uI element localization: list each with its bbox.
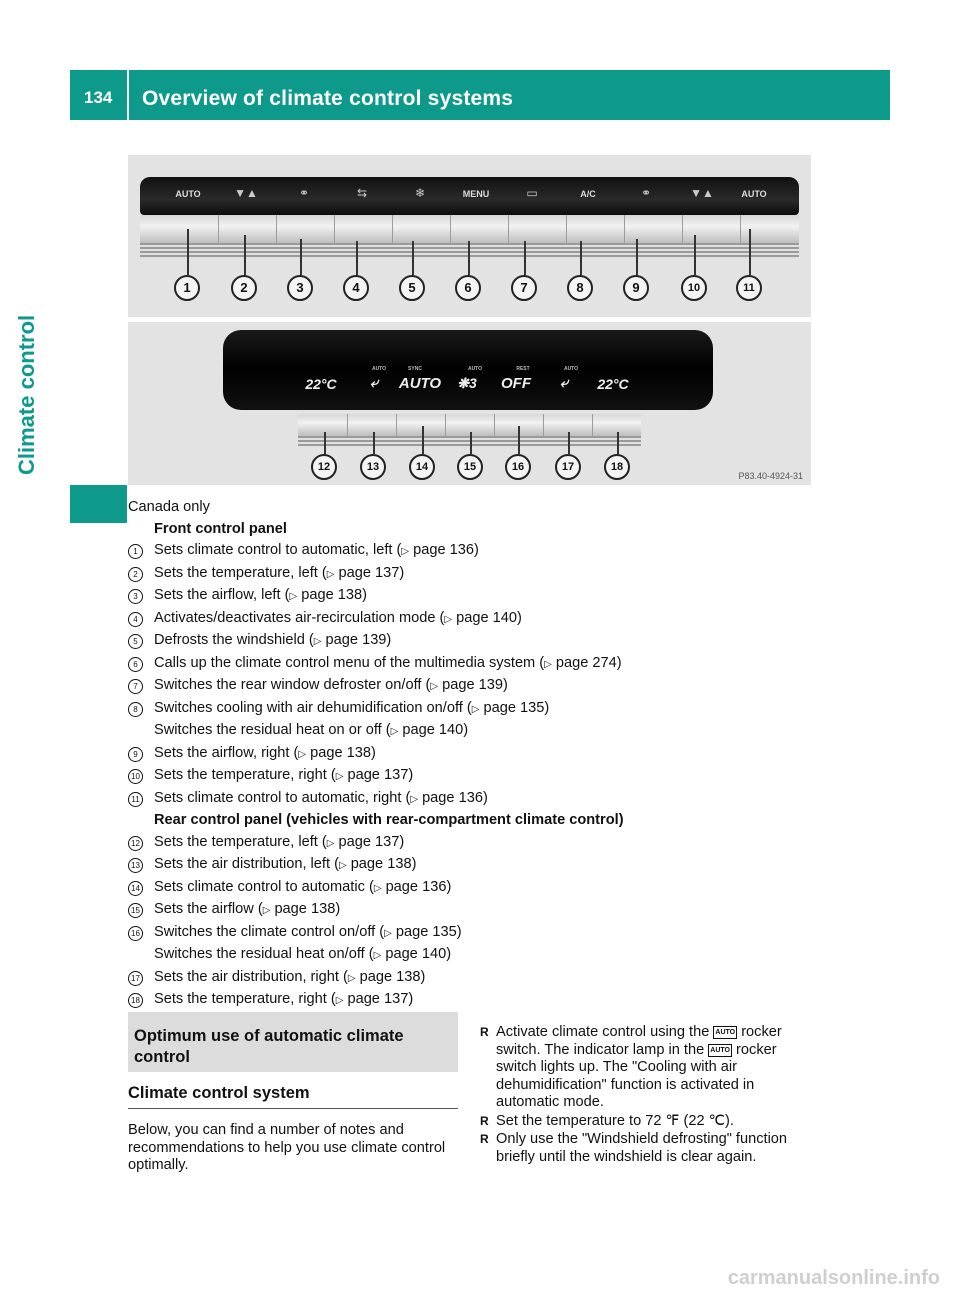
legend-item-text: Switches the residual heat on/off ( bbox=[154, 946, 374, 962]
legend-front-heading: Front control panel bbox=[154, 520, 287, 537]
page-ref-arrow-icon: ▷ bbox=[335, 995, 344, 1006]
legend-item-number: 12 bbox=[128, 836, 143, 851]
legend-item-text: Sets the temperature, right ( bbox=[154, 767, 336, 783]
legend-item bbox=[128, 944, 828, 967]
callout-5: 5 bbox=[399, 275, 425, 301]
legend-item-text: Switches cooling with air dehumidification on/off ( bbox=[154, 699, 472, 716]
callout-9: 9 bbox=[623, 275, 649, 301]
legend-item-text: Sets the temperature, left ( bbox=[154, 833, 327, 850]
legend-item-number: 2 bbox=[128, 567, 143, 582]
legend-item-number: 10 bbox=[128, 769, 143, 784]
legend-item bbox=[128, 675, 828, 698]
rear-small-sync: SYNC bbox=[408, 366, 422, 372]
callout-3: 3 bbox=[287, 275, 313, 301]
legend-item-text: Activates/deactivates air-recirculation mode ( bbox=[154, 609, 445, 626]
page-number: 134 bbox=[84, 88, 113, 107]
page-ref-arrow-icon: ▷ bbox=[262, 905, 271, 916]
bullet-marker: R bbox=[480, 1132, 489, 1146]
page-ref-arrow-icon: ▷ bbox=[298, 748, 307, 760]
windshield-defrost-icon: ❄ bbox=[414, 186, 426, 200]
header-divider bbox=[127, 70, 129, 120]
legend-item bbox=[128, 540, 828, 563]
bullet-marker: R bbox=[480, 1113, 489, 1128]
legend-rear-list bbox=[128, 832, 828, 1012]
front-label-temp-left: ▼▲ bbox=[234, 186, 258, 200]
page-ref-link[interactable]: page 138) bbox=[346, 856, 417, 872]
legend-item bbox=[128, 698, 828, 721]
rear-temp-left: 22°C bbox=[305, 376, 337, 392]
page-ref-link[interactable]: page 136) bbox=[409, 542, 479, 558]
bullet-list bbox=[480, 1024, 820, 1167]
legend-item bbox=[128, 922, 828, 945]
page-ref-arrow-icon: ▷ bbox=[313, 636, 322, 647]
page-ref-link[interactable]: page 137) bbox=[334, 564, 405, 581]
legend-item-number: 5 bbox=[128, 634, 143, 649]
callout-1: 1 bbox=[174, 275, 200, 301]
section-title: Optimum use of automatic climate control bbox=[134, 1027, 404, 1066]
page-ref-link[interactable]: page 138) bbox=[270, 901, 341, 917]
page-ref-arrow-icon: ▷ bbox=[326, 568, 335, 580]
auto-button-icon: AUTO bbox=[708, 1044, 732, 1057]
callout-12: 12 bbox=[311, 454, 337, 480]
rear-small-rest: REST bbox=[516, 366, 530, 372]
page-ref-link[interactable]: page 137) bbox=[343, 991, 414, 1007]
legend-item-number: 9 bbox=[128, 747, 143, 762]
page-ref-arrow-icon: ▷ bbox=[410, 793, 419, 805]
legend-item-text: Sets climate control to automatic, right ( bbox=[154, 789, 411, 806]
legend-rear-heading: Rear control panel (vehicles with rear-compartment climate control) bbox=[154, 812, 624, 828]
auto-button-icon: AUTO bbox=[713, 1026, 737, 1039]
legend-item bbox=[128, 653, 828, 676]
rear-small-auto-3: AUTO bbox=[563, 366, 579, 372]
legend-item bbox=[128, 877, 828, 900]
page-ref-link[interactable]: page 137) bbox=[334, 833, 405, 850]
legend-item-number: 4 bbox=[128, 612, 143, 627]
callout-11: 11 bbox=[736, 275, 762, 301]
bullet-item: R Set the temperature to 72 ℉ (22 ℃). bbox=[480, 1112, 734, 1129]
legend-item-number: 1 bbox=[128, 544, 143, 559]
legend-item-number: 13 bbox=[128, 858, 143, 873]
rear-defrost-icon: ▭ bbox=[526, 186, 538, 200]
rear-temp-right: 22°C bbox=[597, 376, 629, 392]
legend-item-number: 15 bbox=[128, 903, 143, 918]
bullet-item: R Only use the "Windshield defrosting" function briefly until the windshield is clear again. bbox=[480, 1131, 788, 1165]
page-ref-link[interactable]: page 137) bbox=[343, 767, 414, 783]
front-label-ac: A/C bbox=[580, 189, 596, 199]
legend-item bbox=[128, 989, 828, 1012]
front-label-menu: MENU bbox=[462, 189, 490, 199]
legend-item-number: 18 bbox=[128, 993, 143, 1008]
intro-paragraph: Below, you can find a number of notes and recommendations to help you use climate control optimally. bbox=[128, 1122, 446, 1173]
rear-control-panel-illustration bbox=[128, 322, 811, 485]
page-ref-arrow-icon: ▷ bbox=[544, 658, 552, 670]
legend-item-text: Defrosts the windshield ( bbox=[154, 632, 314, 648]
legend-item-text: Sets the airflow ( bbox=[154, 901, 263, 917]
page-ref-arrow-icon: ▷ bbox=[347, 972, 356, 984]
image-code: P83.40-4924-31 bbox=[738, 471, 803, 481]
legend-item bbox=[128, 854, 828, 877]
page-ref-arrow-icon: ▷ bbox=[444, 613, 453, 625]
legend-item-number: 7 bbox=[128, 679, 143, 694]
airflow-left-icon: ⤶ bbox=[370, 374, 378, 390]
page-ref-arrow-icon: ▷ bbox=[373, 950, 382, 961]
watermark: carmanualsonline.info bbox=[727, 1267, 940, 1289]
page-ref-arrow-icon: ▷ bbox=[326, 837, 335, 849]
page-ref-arrow-icon: ▷ bbox=[373, 882, 382, 894]
legend-item bbox=[128, 899, 828, 922]
legend bbox=[128, 497, 828, 1012]
legend-item-text: Sets climate control to automatic, left ( bbox=[154, 542, 402, 558]
fan-level-icon: ❋3 bbox=[457, 375, 477, 391]
fan-icon: ⚭ bbox=[298, 186, 310, 200]
legend-item-number: 3 bbox=[128, 589, 143, 604]
page-ref-arrow-icon: ▷ bbox=[430, 681, 439, 692]
rear-small-auto-1: AUTO bbox=[371, 366, 387, 372]
front-label-auto-left: AUTO bbox=[175, 189, 201, 199]
legend-item-text: Sets the airflow, left ( bbox=[154, 587, 290, 603]
page-ref-link[interactable]: page 140) bbox=[452, 609, 522, 626]
front-rocker-switches bbox=[140, 215, 799, 243]
legend-item bbox=[128, 743, 828, 766]
bullet-marker: R bbox=[480, 1025, 489, 1039]
page-ref-link[interactable]: page 136) bbox=[418, 789, 488, 806]
legend-item bbox=[128, 765, 828, 788]
rear-off: OFF bbox=[501, 375, 531, 392]
page-ref-arrow-icon: ▷ bbox=[338, 860, 347, 871]
callout-18: 18 bbox=[604, 454, 630, 480]
recirculation-icon: ⇆ bbox=[356, 186, 368, 200]
page-ref-link[interactable]: page 140) bbox=[398, 722, 469, 738]
chapter-tab-label: Climate control bbox=[14, 314, 39, 475]
callout-16: 16 bbox=[505, 454, 531, 480]
callout-15: 15 bbox=[457, 454, 483, 480]
legend-item bbox=[128, 967, 828, 990]
legend-item bbox=[128, 563, 828, 586]
callout-2: 2 bbox=[231, 275, 257, 301]
legend-item bbox=[128, 832, 828, 855]
callout-7: 7 bbox=[511, 275, 537, 301]
airflow-right-icon: ⤶ bbox=[560, 374, 568, 390]
legend-item-text: Sets the air distribution, left ( bbox=[154, 856, 339, 872]
legend-item bbox=[128, 630, 828, 653]
page-title: Overview of climate control systems bbox=[142, 87, 514, 110]
legend-item bbox=[128, 608, 828, 631]
chapter-tab-marker bbox=[70, 485, 127, 523]
callout-17: 17 bbox=[555, 454, 581, 480]
fan-icon: ⚭ bbox=[640, 186, 652, 200]
legend-item bbox=[128, 720, 828, 743]
page-ref-link[interactable]: page 138) bbox=[306, 744, 376, 761]
legend-front-list bbox=[128, 540, 828, 810]
page-header bbox=[70, 70, 890, 120]
page-ref-link[interactable]: page 135) bbox=[479, 699, 550, 716]
legend-item bbox=[128, 585, 828, 608]
legend-item-text: Switches the rear window defroster on/off ( bbox=[154, 677, 431, 693]
rear-small-auto-2: AUTO bbox=[467, 366, 483, 372]
legend-item-number: 8 bbox=[128, 702, 143, 717]
legend-item-text: Calls up the climate control menu of the multimedia system ( bbox=[154, 654, 545, 671]
rear-auto: AUTO bbox=[398, 375, 442, 392]
rear-panel-display bbox=[223, 330, 713, 410]
legend-item-number: 16 bbox=[128, 926, 143, 941]
subsection-title: Climate control system bbox=[128, 1084, 310, 1102]
subsection-rule bbox=[128, 1108, 458, 1109]
page-ref-link[interactable]: page 139) bbox=[321, 632, 392, 648]
page-ref-arrow-icon: ▷ bbox=[335, 771, 344, 782]
page-ref-link[interactable]: page 135) bbox=[391, 923, 462, 940]
front-control-panel-illustration bbox=[128, 155, 811, 317]
page-ref-link[interactable]: page 140) bbox=[381, 946, 452, 962]
page-ref-link[interactable]: page 139) bbox=[438, 677, 508, 693]
page-ref-arrow-icon: ▷ bbox=[289, 591, 298, 602]
callout-13: 13 bbox=[360, 454, 386, 480]
legend-item-number: 14 bbox=[128, 881, 143, 896]
page-ref-link[interactable]: page 138) bbox=[297, 587, 367, 603]
page-ref-arrow-icon: ▷ bbox=[401, 546, 410, 557]
page-ref-arrow-icon: ▷ bbox=[384, 927, 392, 939]
legend-item-number: 11 bbox=[128, 792, 143, 807]
legend-item-text: Sets the temperature, right ( bbox=[154, 991, 336, 1007]
legend-item-number: 6 bbox=[128, 657, 143, 672]
callout-14: 14 bbox=[409, 454, 435, 480]
legend-intro: Canada only bbox=[128, 499, 210, 515]
legend-item-text: Sets the temperature, left ( bbox=[154, 564, 327, 581]
callout-4: 4 bbox=[343, 275, 369, 301]
page-ref-arrow-icon: ▷ bbox=[390, 726, 399, 737]
legend-item-text: Switches the climate control on/off ( bbox=[154, 923, 385, 940]
legend-item-text: Sets the air distribution, right ( bbox=[154, 968, 348, 985]
callout-6: 6 bbox=[455, 275, 481, 301]
legend-item-text: Sets climate control to automatic ( bbox=[154, 878, 374, 895]
section-heading-box bbox=[128, 1012, 458, 1072]
bullet-item: R Activate climate control using the AUTO rocker switch. The indicator lamp in the AUTO rocker switch lights up. The "Cooling with air dehumidification" function is activated in automatic mode. bbox=[480, 1024, 782, 1110]
front-label-auto-right: AUTO bbox=[741, 189, 767, 199]
page-ref-link[interactable]: page 274) bbox=[551, 654, 622, 671]
front-label-temp-right: ▼▲ bbox=[690, 186, 714, 200]
callout-8: 8 bbox=[567, 275, 593, 301]
page-ref-link[interactable]: page 138) bbox=[355, 968, 426, 985]
callout-10: 10 bbox=[681, 275, 707, 301]
front-panel-display-strip bbox=[140, 177, 799, 215]
legend-item bbox=[128, 788, 828, 811]
page-ref-link[interactable]: page 136) bbox=[381, 878, 452, 895]
legend-item-text: Switches the residual heat on or off ( bbox=[154, 722, 391, 738]
legend-item-text: Sets the airflow, right ( bbox=[154, 744, 299, 761]
page-ref-arrow-icon: ▷ bbox=[471, 703, 480, 715]
legend-item-number: 17 bbox=[128, 971, 143, 986]
